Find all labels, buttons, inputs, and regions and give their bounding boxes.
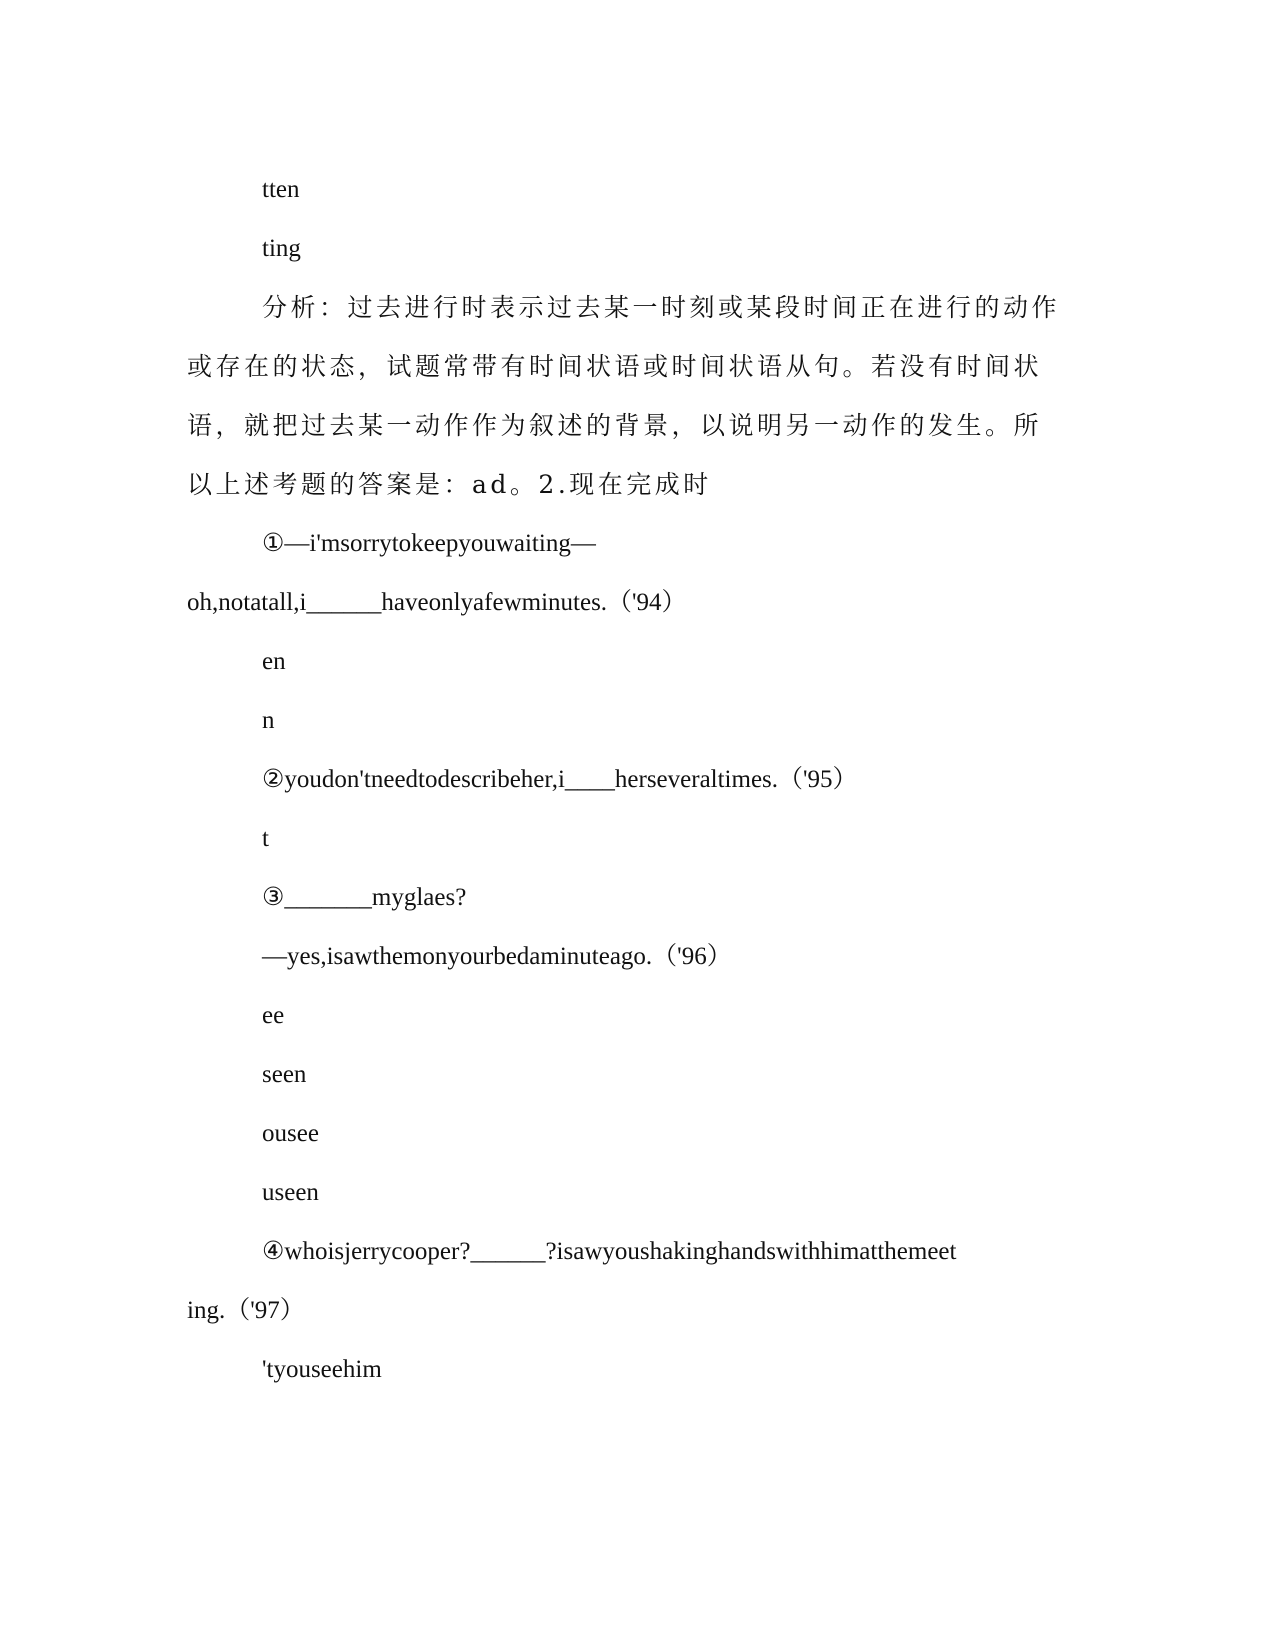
analysis-paragraph-line: 或存在的状态，试题常带有时间状语或时间状语从句。若没有时间状 — [187, 352, 1043, 381]
analysis-paragraph-line: 语，就把过去某一动作作为叙述的背景，以说明另一动作的发生。所 — [187, 411, 1043, 440]
text-line: tten — [262, 176, 300, 203]
option-line: 'tyouseehim — [262, 1356, 382, 1383]
analysis-paragraph-line: 以上述考题的答案是：ad。2.现在完成时 — [187, 470, 712, 499]
question-3-line: ③_______myglaes? — [262, 884, 467, 911]
option-line: n — [262, 707, 275, 734]
option-line: en — [262, 648, 286, 675]
option-line: ousee — [262, 1120, 319, 1147]
option-line: ee — [262, 1002, 285, 1029]
text-line: ting — [262, 235, 301, 262]
question-4-line: ing.（'97） — [187, 1297, 305, 1324]
analysis-paragraph-line: 分析：过去进行时表示过去某一时刻或某段时间正在进行的动作 — [262, 293, 1061, 322]
option-line: seen — [262, 1061, 307, 1088]
question-1-line: ①—i'msorrytokeepyouwaiting— — [262, 530, 596, 557]
option-line: t — [262, 825, 269, 852]
question-4-line: ④whoisjerrycooper?______?isawyoushakinghandswithhimatthemeet — [262, 1238, 957, 1265]
option-line: useen — [262, 1179, 319, 1206]
question-3-line: —yes,isawthemonyourbedaminuteago.（'96） — [262, 943, 732, 970]
question-2-line: ②youdon'tneedtodescribeher,i____herseveraltimes.（'95） — [262, 766, 858, 793]
question-1-line: oh,notatall,i______haveonlyafewminutes.（'94） — [187, 589, 687, 616]
